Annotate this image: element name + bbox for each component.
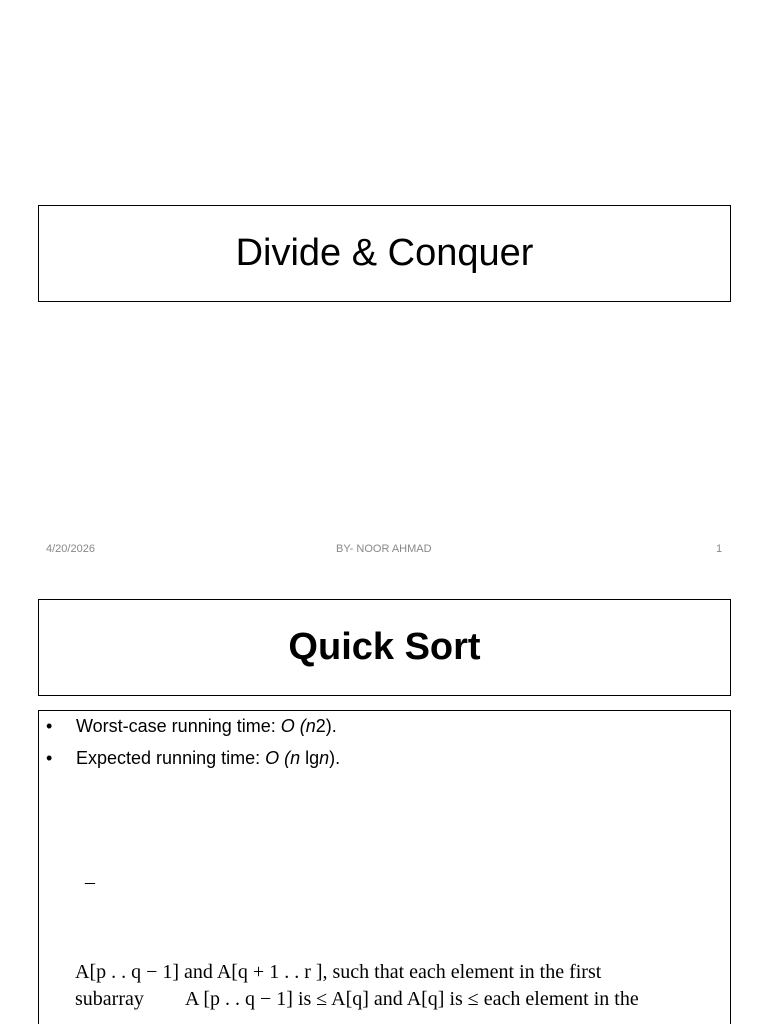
bullet-marker: • (46, 716, 53, 736)
slide-1-title-box (38, 205, 731, 302)
partition-text-line-1: A[p . . q − 1] and A[q + 1 . . r ], such that each element in the first (75, 961, 602, 983)
bullet-text: Expected running time: O (n lgn). (76, 748, 341, 768)
footer-date: 4/20/2026 (46, 543, 95, 555)
slide-2-title: Quick Sort (288, 626, 481, 668)
slide-2-content-box (38, 710, 731, 1024)
slide-1-title: Divide & Conquer (235, 232, 534, 274)
bullet-expected (46, 748, 340, 769)
bullet-marker: • (46, 748, 53, 768)
footer-page-number: 1 (716, 543, 723, 555)
dash-marker: – (85, 871, 95, 893)
slide-2 (0, 575, 768, 1024)
bullet-text: Worst-case running time: O (n2). (76, 716, 337, 736)
slide-2-title-box (38, 599, 731, 696)
partition-text-line-2b: A [p . . q − 1] is ≤ A[q] and A[q] is ≤ each element in the (185, 988, 639, 1010)
bullet-worst-case (46, 716, 337, 737)
footer-author: BY- NOOR AHMAD (336, 543, 432, 555)
partition-text-line-2a: subarray (75, 988, 144, 1010)
